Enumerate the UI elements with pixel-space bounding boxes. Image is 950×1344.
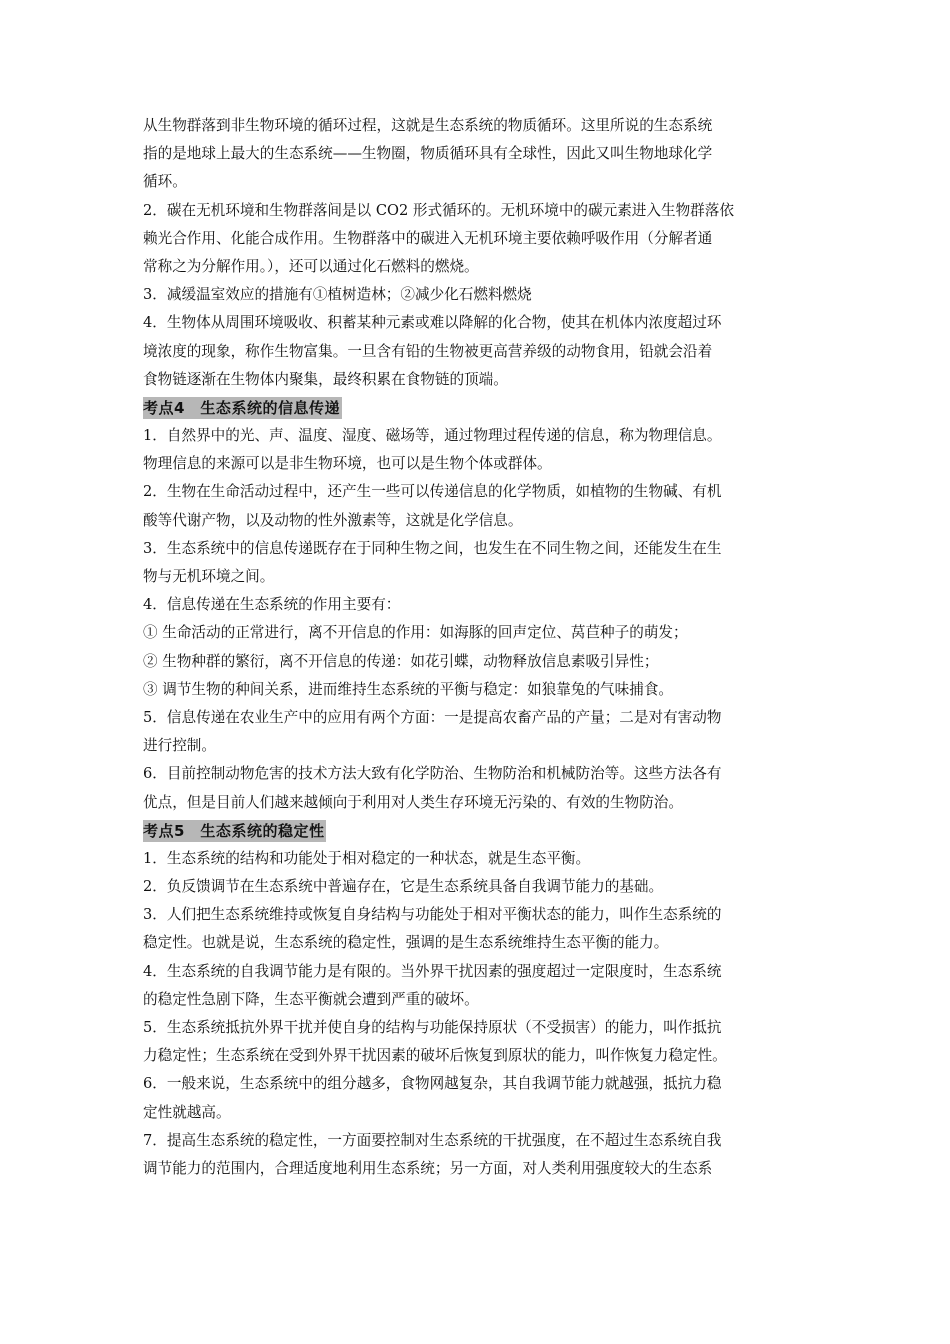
text-line: ② 生物种群的繁衍，离不开信息的传递：如花引蝶，动物释放信息素吸引异性； <box>143 652 659 670</box>
text-line: 3．生态系统中的信息传递既存在于同种生物之间，也发生在不同生物之间，还能发生在生 <box>143 539 722 557</box>
text-line: 2．负反馈调节在生态系统中普遍存在，它是生态系统具备自我调节能力的基础。 <box>143 878 664 896</box>
text-line: 稳定性。也就是说，生态系统的稳定性，强调的是生态系统维持生态平衡的能力。 <box>143 934 669 952</box>
text-line: 赖光合作用、化能合成作用。生物群落中的碳进入无机环境主要依赖呼吸作用（分解者通 <box>143 229 713 247</box>
text-line: 指的是地球上最大的生态系统——生物圈，物质循环具有全球性，因此又叫生物地球化学 <box>143 145 713 163</box>
text-line: 进行控制。 <box>143 737 216 755</box>
section-4-body <box>143 422 807 817</box>
text-line: ① 生命活动的正常进行，离不开信息的作用：如海豚的回声定位、莴苣种子的萌发； <box>143 624 688 642</box>
text-line: 1．自然界中的光、声、温度、湿度、磁场等，通过物理过程传递的信息，称为物理信息。 <box>143 427 722 445</box>
text-line: 2．碳在无机环境和生物群落间是以 CO2 形式循环的。无机环境中的碳元素进入生物群落依 <box>143 201 734 219</box>
text-line: 物理信息的来源可以是非生物环境，也可以是生物个体或群体。 <box>143 455 552 473</box>
text-line: 优点，但是目前人们越来越倾向于利用对人类生存环境无污染的、有效的生物防治。 <box>143 793 683 811</box>
section-5-body <box>143 845 807 1183</box>
text-line: 力稳定性；生态系统在受到外界干扰因素的破坏后恢复到原状的能力，叫作恢复力稳定性。 <box>143 1047 727 1065</box>
section-5-heading-row <box>143 817 807 845</box>
text-line: 从生物群落到非生物环境的循环过程，这就是生态系统的物质循环。这里所说的生态系统 <box>143 117 713 134</box>
text-line: 1．生态系统的结构和功能处于相对稳定的一种状态，就是生态平衡。 <box>143 849 591 867</box>
text-line: 物与无机环境之间。 <box>143 568 275 585</box>
text-line: 食物链逐渐在生物体内聚集，最终积累在食物链的顶端。 <box>143 370 508 388</box>
text-line: 2．生物在生命活动过程中，还产生一些可以传递信息的化学物质，如植物的生物碱、有机 <box>143 483 722 501</box>
text-line: 4．信息传递在生态系统的作用主要有： <box>143 596 401 614</box>
section-heading: 考点5 生态系统的稳定性 <box>143 821 325 840</box>
text-line: 4．生物体从周围环境吸收、积蓄某种元素或难以降解的化合物，使其在机体内浓度超过环 <box>143 314 722 332</box>
section-heading: 考点4 生态系统的信息传递 <box>143 398 340 417</box>
text-line: 3．减缓温室效应的措施有①植树造林；②减少化石燃料燃烧 <box>143 286 532 304</box>
text-line: 7．提高生态系统的稳定性，一方面要控制对生态系统的干扰强度，在不超过生态系统自我 <box>143 1131 722 1149</box>
text-line: 的稳定性急剧下降，生态平衡就会遭到严重的破坏。 <box>143 990 479 1008</box>
text-line: 3．人们把生态系统维持或恢复自身结构与功能处于相对平衡状态的能力，叫作生态系统的 <box>143 906 722 924</box>
text-line: 调节能力的范围内，合理适度地利用生态系统；另一方面，对人类利用强度较大的生态系 <box>143 1159 713 1177</box>
text-line: 6．目前控制动物危害的技术方法大致有化学防治、生物防治和机械防治等。这些方法各有 <box>143 765 722 783</box>
text-line: 定性就越高。 <box>143 1103 231 1121</box>
text-line: 循环。 <box>143 173 187 191</box>
text-line: ③ 调节生物的种间关系，进而维持生态系统的平衡与稳定：如狼靠兔的气味捕食。 <box>143 680 674 698</box>
section-4-heading-row <box>143 394 807 422</box>
text-line: 5．信息传递在农业生产中的应用有两个方面：一是提高农畜产品的产量；二是对有害动物 <box>143 708 722 726</box>
text-line: 境浓度的现象，称作生物富集。一旦含有铅的生物被更高营养级的动物食用，铅就会沿着 <box>143 342 713 360</box>
text-line: 4．生态系统的自我调节能力是有限的。当外界干扰因素的强度超过一定限度时，生态系统 <box>143 962 722 980</box>
text-line: 酸等代谢产物，以及动物的性外激素等，这就是化学信息。 <box>143 511 523 529</box>
text-line: 5．生态系统抵抗外界干扰并使自身的结构与功能保持原状（不受损害）的能力，叫作抵抗 <box>143 1019 722 1036</box>
intro-block <box>143 112 807 394</box>
text-line: 常称之为分解作用。），还可以通过化石燃料的燃烧。 <box>143 257 479 275</box>
document-body <box>143 112 807 1183</box>
text-line: 6．一般来说，生态系统中的组分越多，食物网越复杂，其自我调节能力就越强，抵抗力稳 <box>143 1075 722 1093</box>
